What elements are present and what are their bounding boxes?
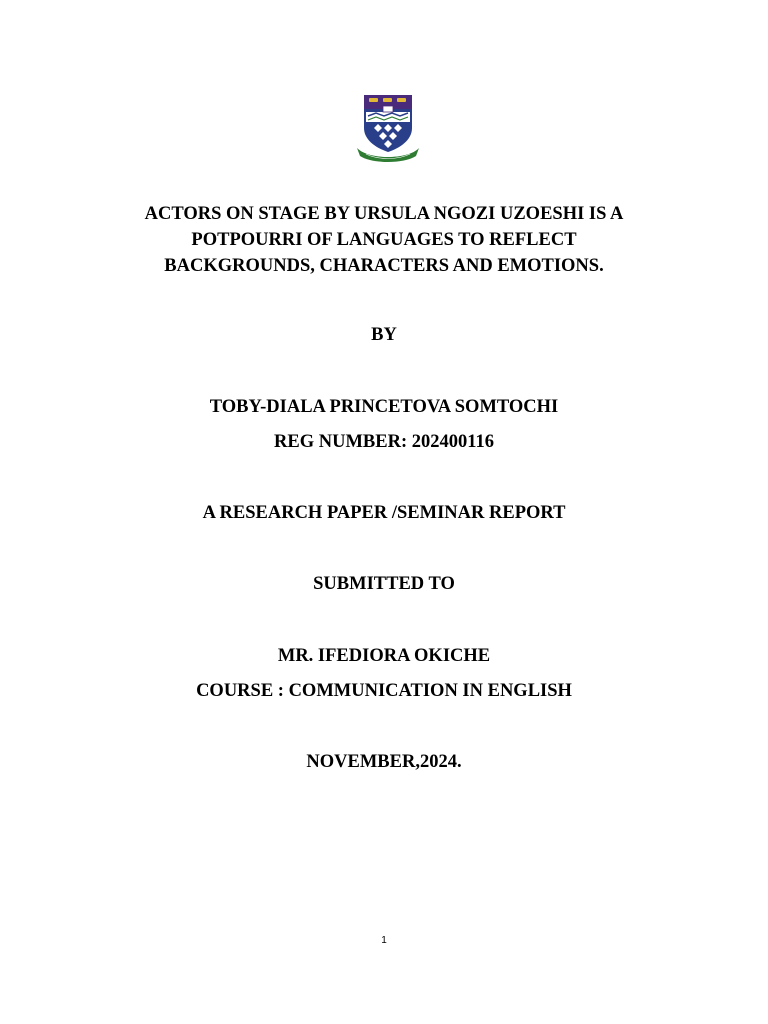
university-crest-icon bbox=[354, 92, 422, 164]
course-title: COURSE : COMMUNICATION IN ENGLISH bbox=[196, 681, 572, 701]
title-line-3: BACKGROUNDS, CHARACTERS AND EMOTIONS. bbox=[164, 256, 604, 276]
document-title bbox=[0, 201, 768, 279]
submission-date: NOVEMBER,2024. bbox=[306, 752, 462, 772]
page-number: 1 bbox=[381, 935, 387, 946]
supervisor-name: MR. IFEDIORA OKICHE bbox=[277, 646, 491, 666]
submitted-to-label: SUBMITTED TO bbox=[313, 574, 455, 594]
title-line-2: POTPOURRI OF LANGUAGES TO REFLECT bbox=[191, 230, 577, 250]
title-line-1: ACTORS ON STAGE BY URSULA NGOZI UZOESHI IS A bbox=[144, 204, 624, 224]
by-label: BY bbox=[371, 325, 397, 345]
registration-number: REG NUMBER: 202400116 bbox=[274, 432, 494, 452]
paper-type: A RESEARCH PAPER /SEMINAR REPORT bbox=[202, 503, 566, 523]
author-name: TOBY-DIALA PRINCETOVA SOMTOCHI bbox=[209, 397, 559, 417]
